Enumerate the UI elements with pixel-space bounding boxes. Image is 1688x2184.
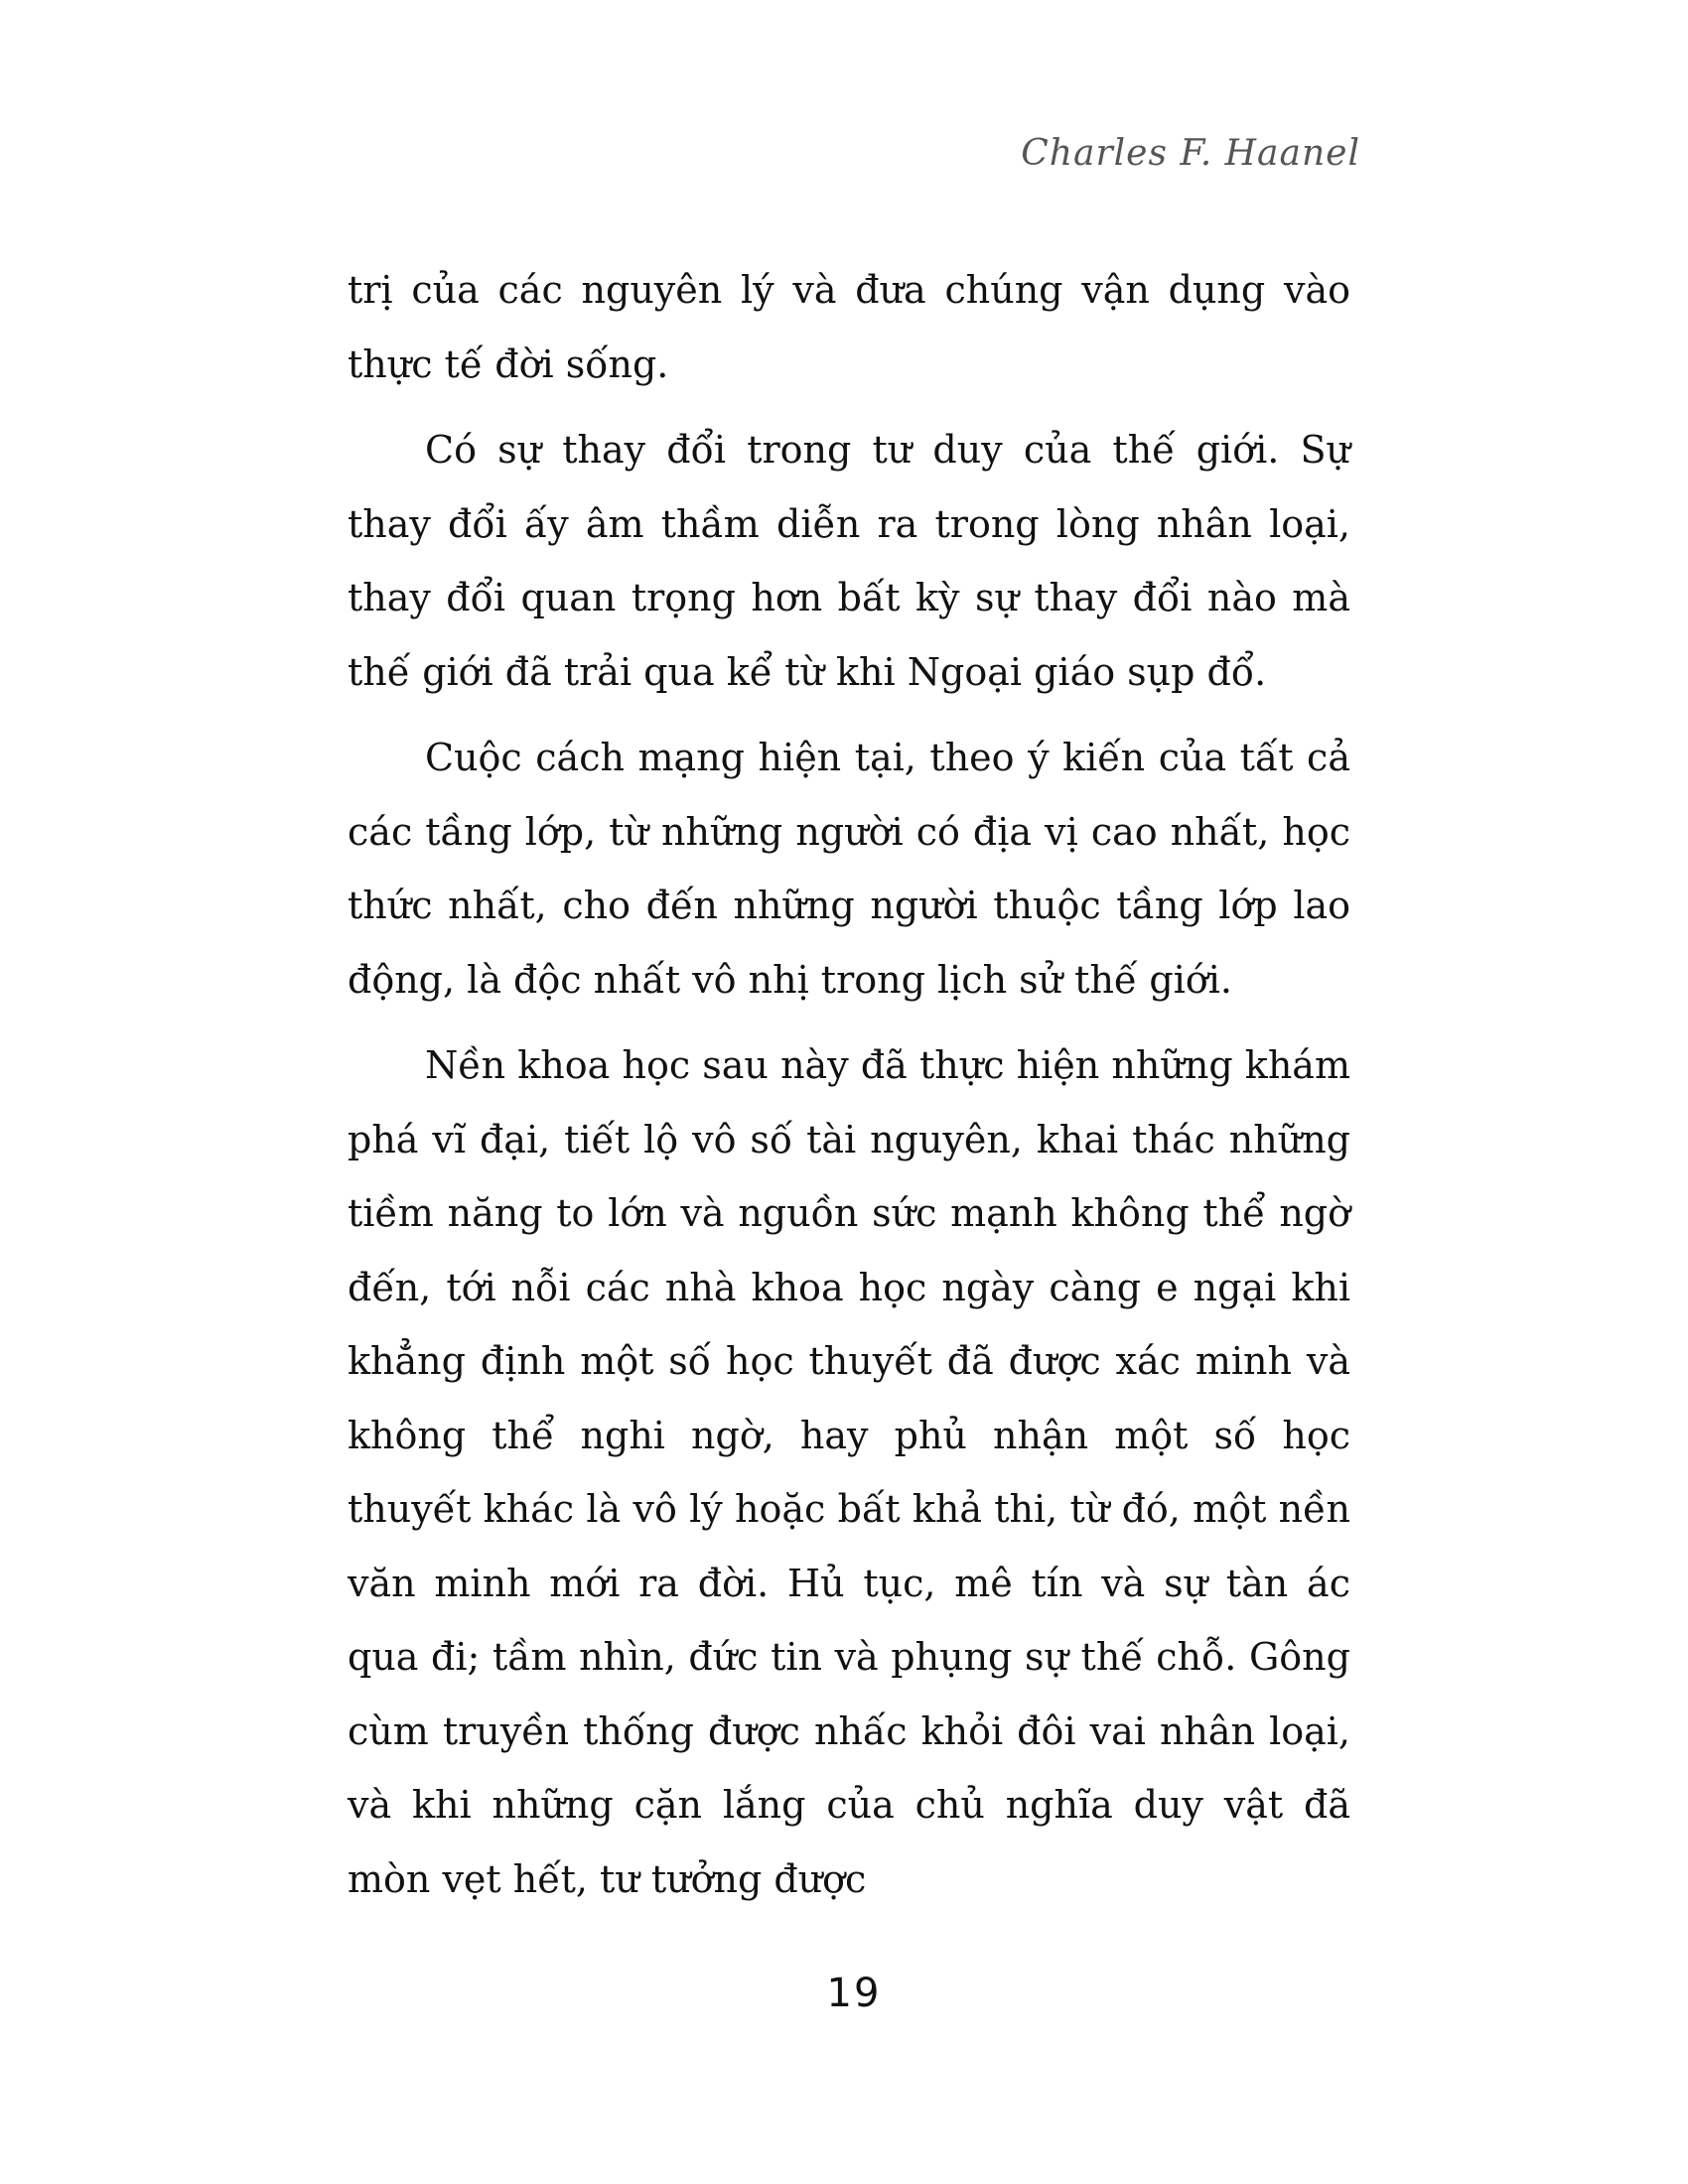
- body-text: [348, 253, 1350, 1928]
- paragraph: Có sự thay đổi trong tư duy của thế giới. Sự thay đổi ấy âm thầm diễn ra trong lòng nhân loại, thay đổi quan trọng hơn bất kỳ sự thay đổi nào mà thế giới đã trải qua kể từ khi Ngoại giáo sụp đổ.: [348, 428, 1350, 694]
- page-number: 19: [826, 1971, 882, 2016]
- paragraph-continued: trị của các nguyên lý và đưa chúng vận dụng vào thực tế đời sống.: [348, 268, 1350, 386]
- paragraph: Cuộc cách mạng hiện tại, theo ý kiến của tất cả các tầng lớp, từ những người có địa vị cao nhất, học thức nhất, cho đến những người thuộc tầng lớp lao động, là độc nhất vô nhị trong lịch sử thế giới.: [348, 736, 1350, 1002]
- running-header-author: Charles F. Haanel: [1021, 133, 1360, 174]
- paragraph: Nền khoa học sau này đã thực hiện những khám phá vĩ đại, tiết lộ vô số tài nguyên, khai thác những tiềm năng to lớn và nguồn sức mạnh không thể ngờ đến, tới nỗi các nhà khoa học ngày càng e ngại khi khẳng định một số học thuyết đã được xác minh và không thể nghi ngờ, hay phủ nhận một số học thuyết khác là vô lý hoặc bất khả thi, từ đó, một nền văn minh mới ra đời. Hủ tục, mê tín và sự tàn ác qua đi; tầm nhìn, đức tin và phụng sự thế chỗ. Gông cùm truyền thống được nhấc khỏi đôi vai nhân loại, và khi những cặn lắng của chủ nghĩa duy vật đã mòn vẹt hết, tư tưởng được: [348, 1043, 1350, 1901]
